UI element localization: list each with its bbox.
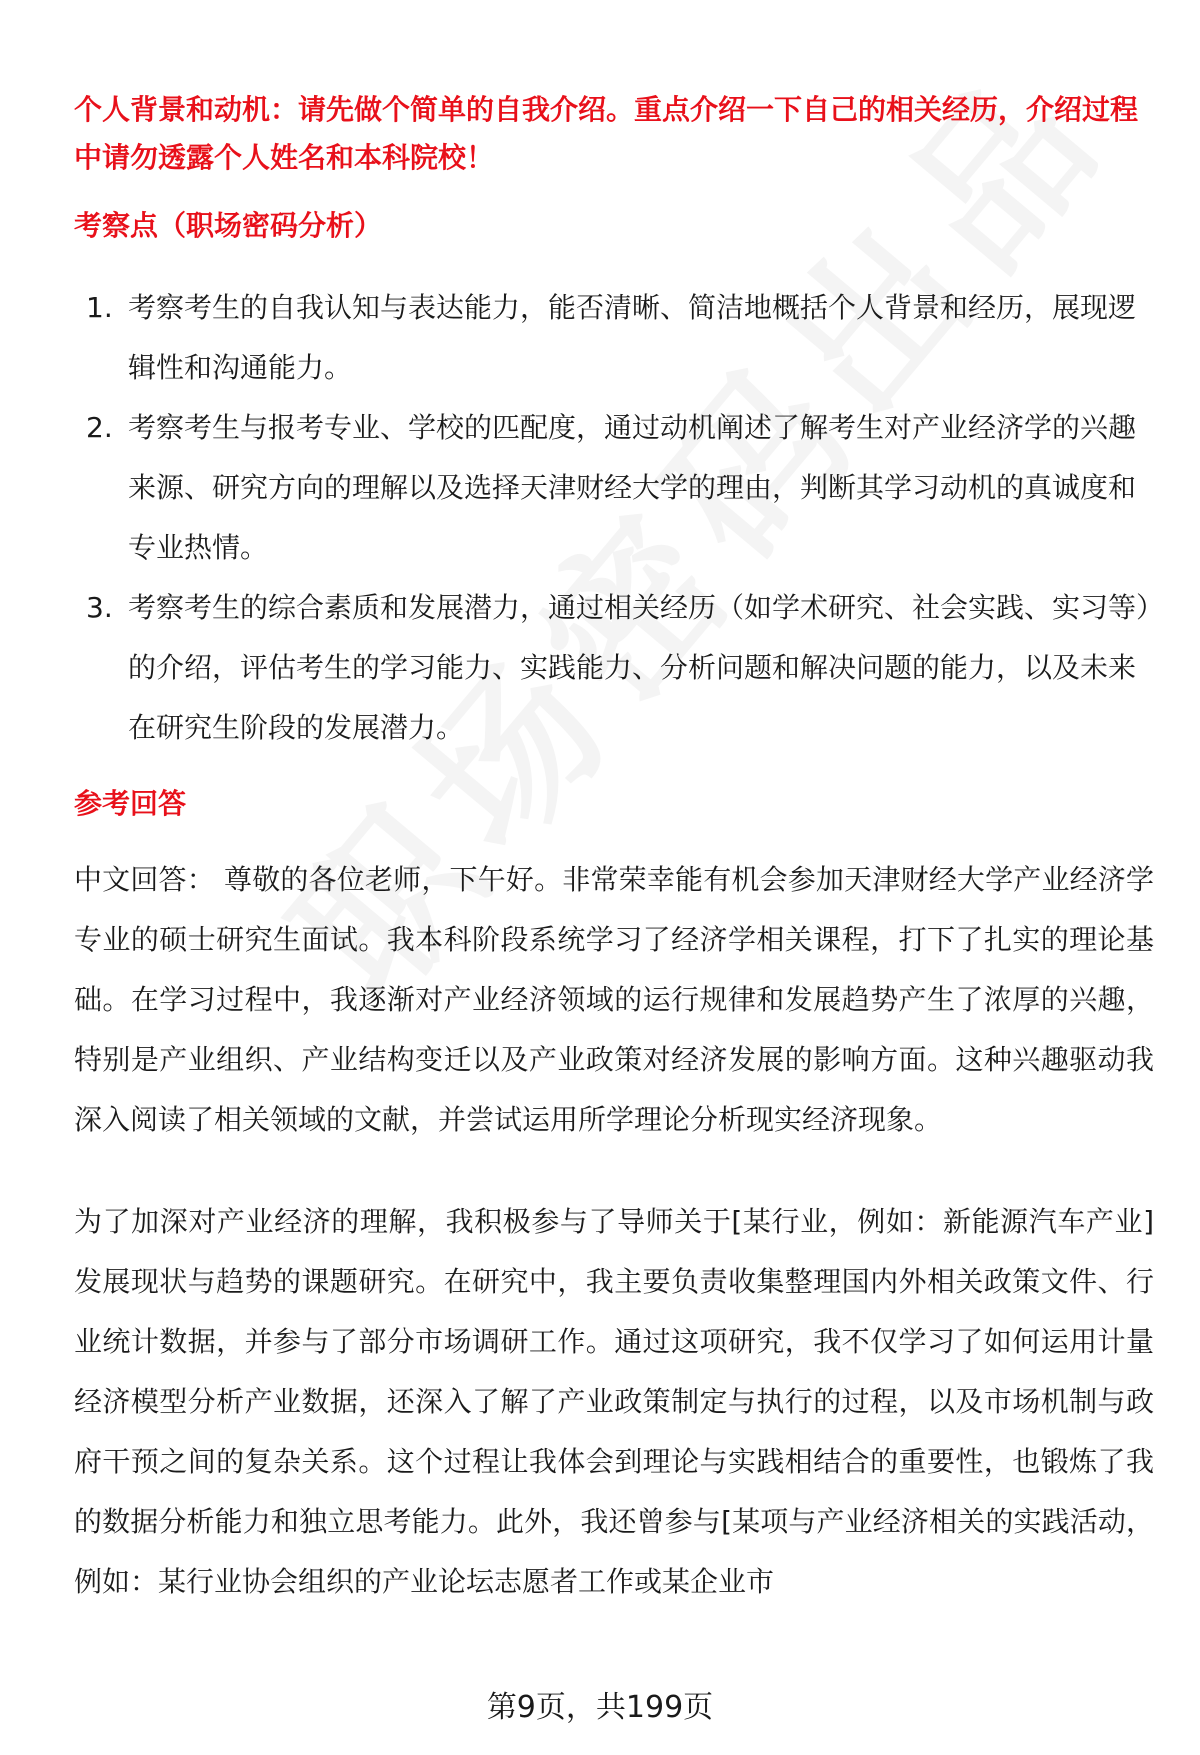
assessment-points-list	[74, 278, 1154, 758]
point-text: 考察考生的自我认知与表达能力，能否清晰、简洁地概括个人背景和经历，展现逻辑性和沟通能力。	[128, 291, 1137, 384]
page-footer: 第9页，共199页	[486, 1690, 714, 1725]
assessment-section-title: 考察点（职场密码分析）	[74, 209, 383, 242]
point-text: 考察考生的综合素质和发展潜力，通过相关经历（如学术研究、社会实践、实习等）的介绍，评估考生的学习能力、实践能力、分析问题和解决问题的能力，以及未来在研究生阶段的发展潜力。	[128, 591, 1151, 744]
point-number: 1.	[86, 291, 113, 324]
point-number: 3.	[86, 591, 113, 624]
assessment-point	[74, 398, 1154, 578]
assessment-point	[74, 278, 1154, 398]
question-heading: 个人背景和动机：请先做个简单的自我介绍。重点介绍一下自己的相关经历，介绍过程中请勿透露个人姓名和本科院校！	[74, 93, 1139, 174]
document-page	[74, 86, 1154, 1612]
point-number: 2.	[86, 411, 113, 444]
answer-paragraph-2: 为了加深对产业经济的理解，我积极参与了导师关于[某行业，例如：新能源汽车产业]发展现状与趋势的课题研究。在研究中，我主要负责收集整理国内外相关政策文件、行业统计数据，并参与了部分市场调研工作。通过这项研究，我不仅学习了如何运用计量经济模型分析产业数据，还深入了解了产业政策制定与执行的过程，以及市场机制与政府干预之间的复杂关系。这个过程让我体会到理论与实践相结合的重要性，也锻炼了我的数据分析能力和独立思考能力。此外，我还曾参与[某项与产业经济相关的实践活动，例如：某行业协会组织的产业论坛志愿者工作或某企业市	[74, 1205, 1154, 1598]
answer-paragraph-1: 中文回答： 尊敬的各位老师，下午好。非常荣幸能有机会参加天津财经大学产业经济学专业的硕士研究生面试。我本科阶段系统学习了经济学相关课程，打下了扎实的理论基础。在学习过程中，我逐渐对产业经济领域的运行规律和发展趋势产生了浓厚的兴趣，特别是产业组织、产业结构变迁以及产业政策对经济发展的影响方面。这种兴趣驱动我深入阅读了相关领域的文献，并尝试运用所学理论分析现实经济现象。	[74, 863, 1154, 1136]
assessment-point	[74, 578, 1154, 758]
point-text: 考察考生与报考专业、学校的匹配度，通过动机阐述了解考生对产业经济学的兴趣来源、研究方向的理解以及选择天津财经大学的理由，判断其学习动机的真诚度和专业热情。	[128, 411, 1137, 564]
reference-section-title: 参考回答	[74, 787, 187, 820]
